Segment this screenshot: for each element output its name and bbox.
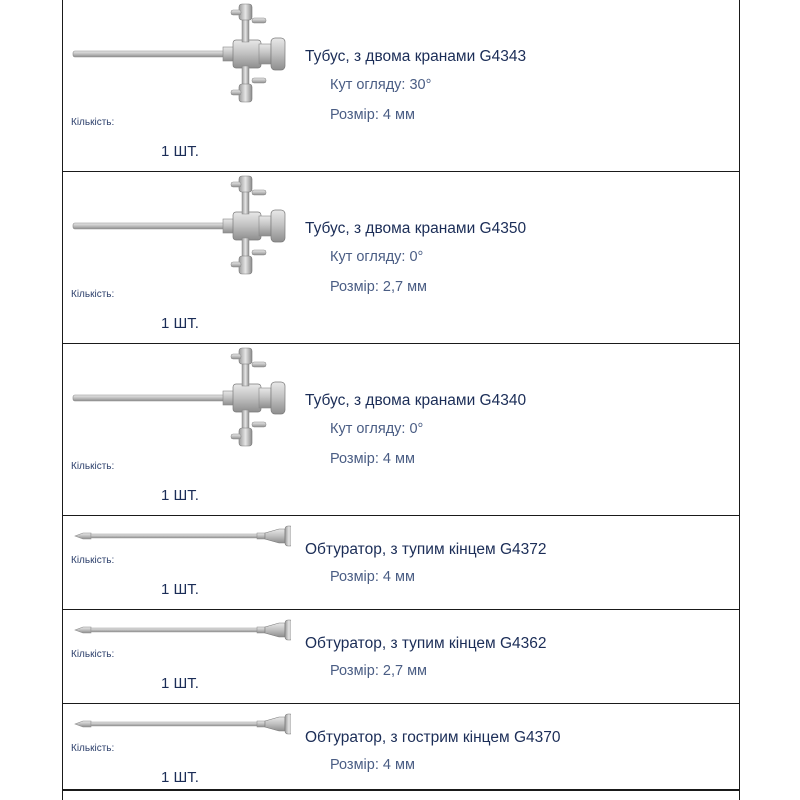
product-list [62, 0, 740, 800]
quantity-label: Кількість: [71, 555, 115, 566]
quantity-value: 1 ШТ. [161, 487, 199, 504]
spec-viewing-angle: Кут огляду: 30° [330, 77, 432, 93]
product-row [63, 704, 739, 791]
product-row [63, 0, 739, 172]
quantity-value: 1 ШТ. [161, 581, 199, 598]
product-title: Обтуратор, з гострим кінцем G4370 [305, 729, 561, 746]
spec-size: Розмір: 4 мм [330, 757, 415, 773]
obturator-icon [71, 516, 291, 556]
sheath-with-two-stopcocks-icon [71, 172, 291, 282]
product-title: Тубус, з двома кранами G4340 [305, 392, 527, 409]
product-row [63, 344, 739, 516]
spec-size: Розмір: 4 мм [330, 569, 415, 585]
spec-size: Розмір: 4 мм [330, 451, 415, 467]
product-row [63, 610, 739, 704]
quantity-value: 1 ШТ. [161, 143, 199, 160]
obturator-icon [71, 704, 291, 744]
spec-size: Розмір: 2,7 мм [330, 279, 428, 295]
obturator-icon [71, 610, 291, 650]
product-title: Тубус, з двома кранами G4350 [305, 220, 527, 237]
quantity-value: 1 ШТ. [161, 315, 199, 332]
spec-viewing-angle: Кут огляду: 0° [330, 249, 424, 265]
sheath-with-two-stopcocks-icon [71, 344, 291, 454]
spec-size: Розмір: 4 мм [330, 107, 415, 123]
quantity-label: Кількість: [71, 743, 115, 754]
product-title: Тубус, з двома кранами G4343 [305, 48, 527, 65]
quantity-label: Кількість: [71, 461, 115, 472]
quantity-value: 1 ШТ. [161, 675, 199, 692]
quantity-label: Кількість: [71, 289, 115, 300]
spec-size: Розмір: 2,7 мм [330, 663, 428, 679]
spec-viewing-angle: Кут огляду: 0° [330, 421, 424, 437]
sheath-with-two-stopcocks-icon [71, 0, 291, 110]
product-title: Обтуратор, з тупим кінцем G4372 [305, 541, 547, 558]
product-row [63, 516, 739, 610]
quantity-label: Кількість: [71, 649, 115, 660]
product-row [63, 172, 739, 344]
quantity-label: Кількість: [71, 117, 115, 128]
quantity-value: 1 ШТ. [161, 769, 199, 786]
product-title: Обтуратор, з тупим кінцем G4362 [305, 635, 547, 652]
